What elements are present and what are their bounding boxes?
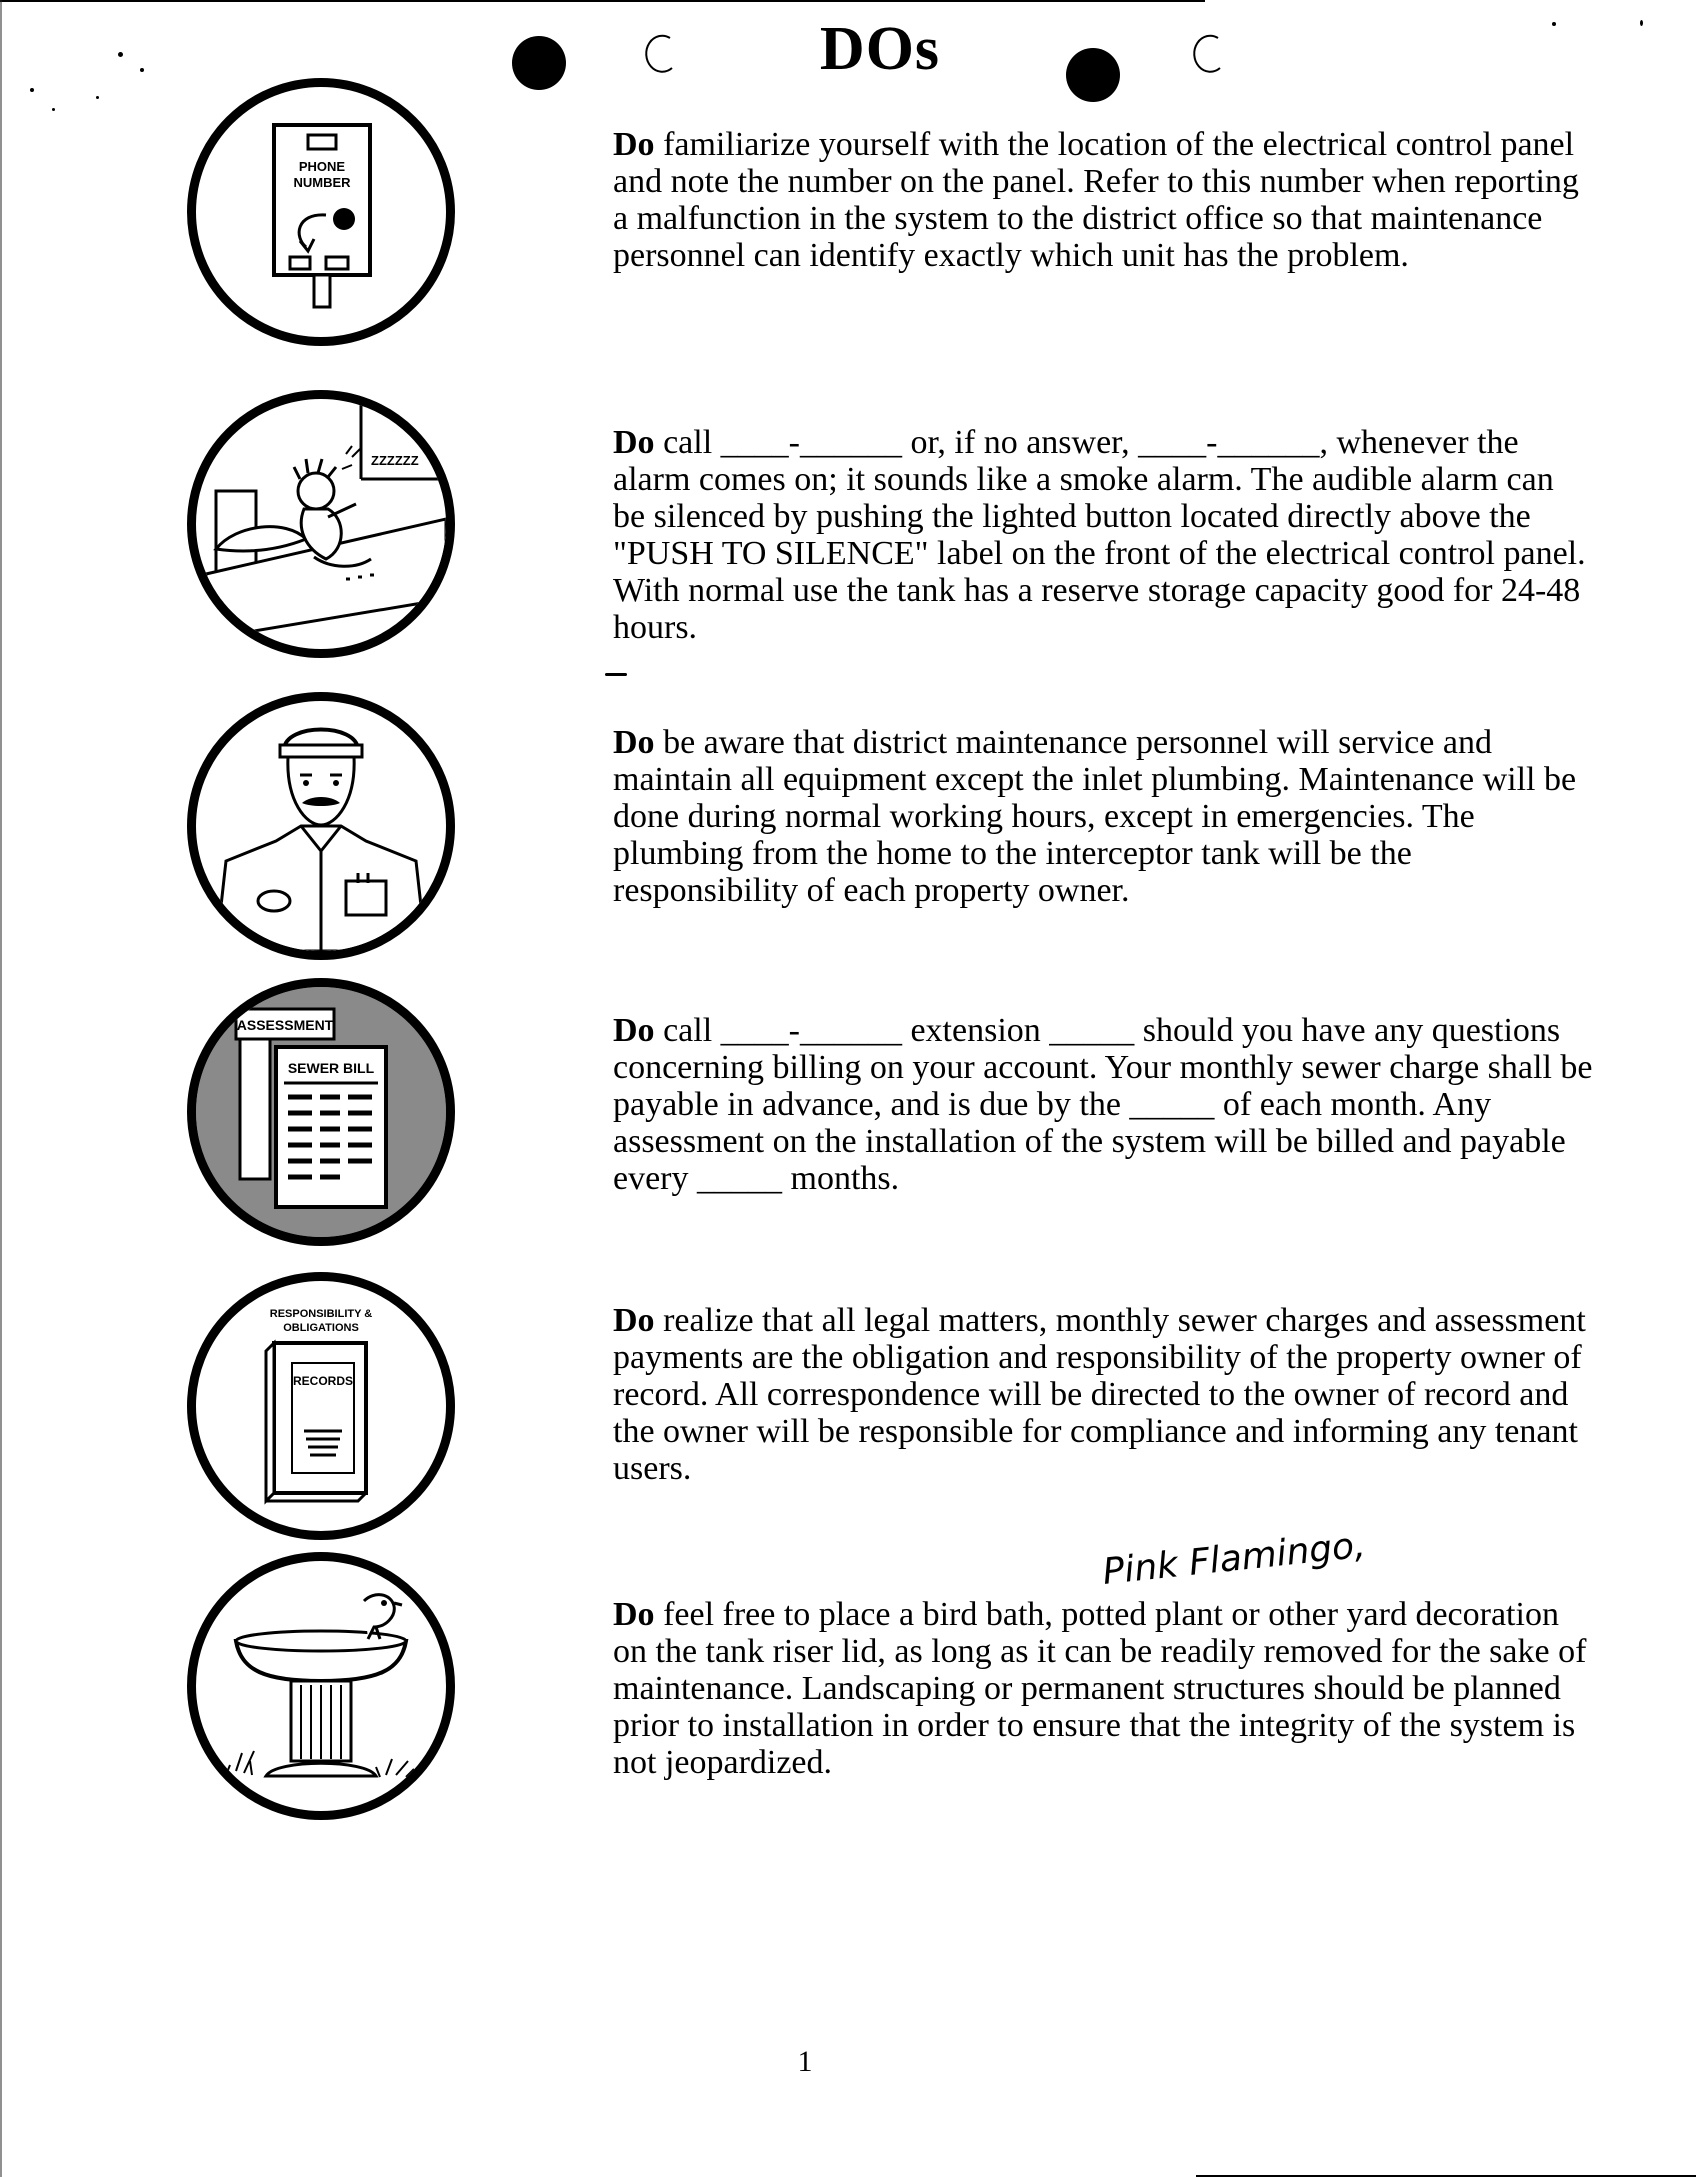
paragraph-text: familiarize yourself with the location of the electrical control panel and note the number on the panel. Refer to this number when reporting a malfunction in the system to the district office so that maintenance personnel can identify exactly which unit has the problem. — [613, 126, 1579, 274]
scan-speck — [52, 108, 55, 111]
paragraph-lead: Do — [613, 1596, 655, 1633]
bird-bath-icon — [187, 1552, 455, 1820]
scan-speck — [1640, 20, 1643, 26]
bullet-dot-icon — [1066, 48, 1120, 102]
page-title: DOs — [819, 15, 941, 83]
icon-text-obligations: OBLIGATIONS — [283, 1322, 359, 1334]
handwritten-note: Pink Flamingo, — [1100, 1524, 1368, 1593]
paragraph-text: call ____-______ or, if no answer, ____-______, whenever the alarm comes on; it sounds like a smoke alarm. The audible alarm can be silenced by pushing the lighted button located directly above the "PUSH TO SILENCE" label on the front of the electrical control panel. With normal use the tank has a reserve storage capacity good for 24-48 hours. — [613, 424, 1586, 646]
paragraph-text: be aware that district maintenance personnel will service and maintain all equipment except the inlet plumbing. Maintenance will be done during normal working hours, except in emergencies. The plumbing from the home to the interceptor tank will be the responsibility of each property owner. — [613, 724, 1577, 909]
icon-text-number: NUMBER — [293, 175, 351, 190]
icon-text-sewer-bill: SEWER BILL — [287, 1060, 375, 1076]
page-number: 1 — [797, 2045, 813, 2078]
records-book-icon — [187, 1272, 455, 1540]
paragraph-text: feel free to place a bird bath, potted plant or other yard decoration on the tank riser lid, as long as it can be readily removed for the sake of maintenance. Landscaping or permanent structures should be planned prior to installation in order to ensure that the integrity of the system is not jeopardized. — [613, 1596, 1587, 1781]
icon-text-phone: PHONE — [298, 159, 346, 174]
scan-edge-top — [0, 0, 1205, 2]
open-circle-icon — [640, 30, 682, 76]
paragraph-lead: Do — [613, 1302, 655, 1339]
maintenance-worker-icon — [187, 692, 455, 960]
open-circle-icon — [1188, 30, 1230, 76]
scan-speck — [118, 52, 123, 57]
icon-text-records: RECORDS — [292, 1374, 354, 1388]
scan-speck — [140, 68, 144, 72]
paragraph-text: call ____-______ extension _____ should you have any questions concerning billing on your account. Your monthly sewer charge shall be payable in advance, and is due by the _____ of each month. Any assessment on the installation of the system will be billed and payable every _____ months. — [613, 1012, 1593, 1197]
icon-text-assessment: ASSESSMENT — [236, 1017, 334, 1033]
paragraph-lead: Do — [613, 724, 655, 761]
do-paragraph-decoration — [613, 1596, 1593, 1781]
scan-speck — [96, 96, 99, 99]
bullet-dot-icon — [512, 36, 566, 90]
do-paragraph-billing — [613, 1012, 1593, 1197]
icon-text-zzz: ZZZZZZ — [371, 453, 419, 468]
scan-speck — [1552, 22, 1556, 26]
paragraph-text: realize that all legal matters, monthly sewer charges and assessment payments are the obligation and responsibility of the property owner of record. All correspondence will be directed to the owner of record and the owner will be responsible for compliance and informing any tenant users. — [613, 1302, 1586, 1487]
paragraph-lead: Do — [613, 1012, 655, 1049]
paragraph-lead: Do — [613, 126, 655, 163]
do-paragraph-alarm — [613, 424, 1593, 646]
scan-speck — [30, 88, 34, 92]
icon-text-responsibility: RESPONSIBILITY & — [269, 1308, 373, 1320]
paragraph-lead: Do — [613, 424, 655, 461]
control-panel-icon — [187, 78, 455, 346]
do-paragraph-maintenance — [613, 724, 1593, 909]
scan-speck — [605, 673, 627, 676]
sewer-bill-icon — [187, 978, 455, 1246]
do-paragraph-control-panel — [613, 126, 1593, 274]
do-paragraph-legal — [613, 1302, 1593, 1487]
scan-edge-left — [0, 0, 2, 2177]
alarm-person-icon — [187, 390, 455, 658]
